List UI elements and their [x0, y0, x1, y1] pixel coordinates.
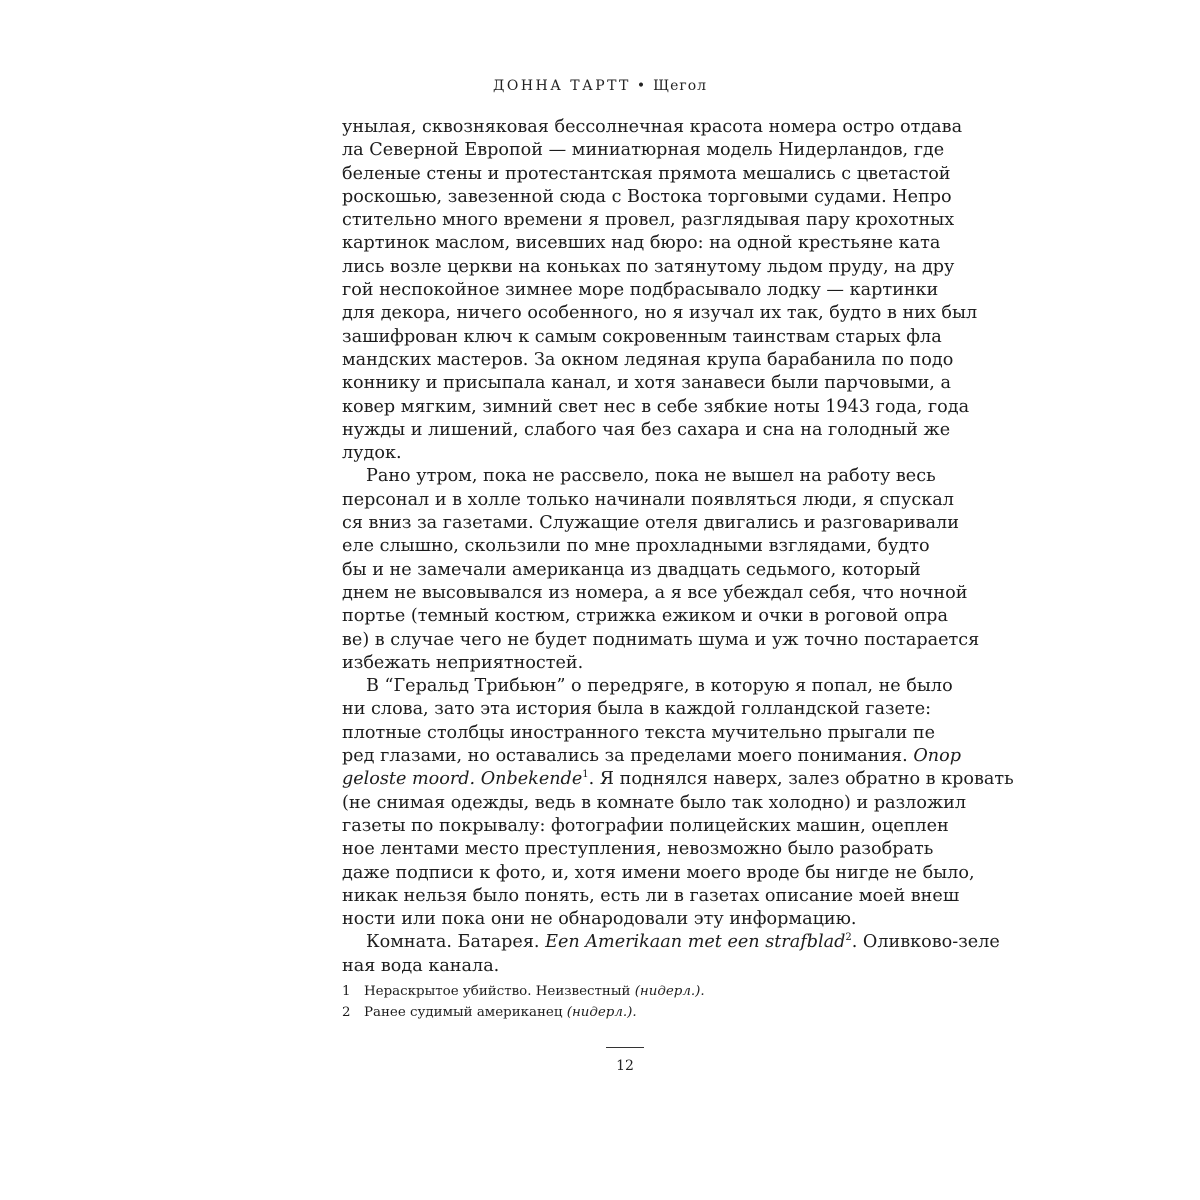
footnote [342, 1003, 906, 1024]
text-segment: Комната. Батарея. [366, 932, 546, 953]
text-line [342, 722, 935, 745]
header-bullet: • [636, 78, 648, 94]
text-line [342, 931, 1000, 954]
text-line [342, 698, 932, 721]
text-line [342, 186, 952, 209]
text-segment: ности или пока они не обнародовали эту информацию. [342, 909, 857, 930]
footnote-number: 2 [342, 1004, 351, 1020]
text-segment: гой неспокойное зимнее море подбрасывало лодку — картинки [342, 280, 939, 301]
footnote-text: Нераскрытое убийство. Неизвестный [364, 984, 635, 999]
text-line [342, 629, 980, 652]
text-line [342, 419, 951, 442]
text-segment: ковер мягким, зимний свет нес в себе зябкие ноты 1943 года, года [342, 396, 970, 417]
text-segment: Een Amerikaan met een strafblad [545, 932, 846, 953]
text-segment: geloste moord. Onbekende [342, 769, 583, 790]
text-line [342, 605, 948, 628]
text-segment: Onop [913, 746, 961, 767]
text-line [342, 209, 955, 232]
header-book-title: Щегол [653, 78, 708, 94]
text-line [342, 349, 954, 372]
text-segment: ся вниз за газетами. Служащие отеля двигались и разговаривали [342, 513, 959, 534]
text-segment: ве) в случае чего не будет поднимать шума и уж точно постарается [342, 629, 980, 650]
text-segment: избежать неприятностей. [342, 652, 584, 673]
text-segment: роскошью, завезенной сюда с Востока торговыми судами. Непро [342, 186, 952, 207]
text-line [342, 396, 970, 419]
text-line [342, 582, 968, 605]
text-segment: зашифрован ключ к самым сокровенным таинствам старых фла [342, 326, 942, 347]
text-line [342, 372, 951, 395]
text-line [342, 652, 906, 675]
body-text [342, 116, 1014, 978]
text-segment: плотные столбцы иностранного текста мучительно прыгали пе [342, 722, 935, 743]
text-segment: для декора, ничего особенного, но я изучал их так, будто в них был [342, 303, 978, 324]
text-line [342, 675, 953, 698]
text-segment: стительно много времени я провел, разглядывая пару крохотных [342, 210, 955, 231]
text-segment: мандских мастеров. За окном ледяная крупа барабанила по подо [342, 349, 954, 370]
text-segment: ное лентами место преступления, невозможно было разобрать [342, 839, 934, 860]
text-line [342, 908, 906, 931]
text-line [342, 535, 930, 558]
footnote-text: Ранее судимый американец [364, 1004, 567, 1020]
text-segment: портье (темный костюм, стрижка ежиком и очки в роговой опра [342, 606, 948, 627]
text-segment: еле слышно, скользили по мне прохладными взглядами, будто [342, 536, 930, 557]
text-line [342, 302, 978, 325]
text-line [342, 768, 1014, 791]
header-author: ДОННА ТАРТТ [492, 78, 631, 94]
text-line [342, 256, 955, 279]
text-segment: ла Северной Европой — миниатюрная модель Нидерландов, где [342, 140, 945, 161]
text-line [342, 862, 975, 885]
text-line [342, 815, 949, 838]
text-segment: (не снимая одежды, ведь в комнате было так холодно) и разложил [342, 792, 967, 813]
text-segment: лудок. [342, 443, 402, 464]
footnote-language-note: (нидерл.). [566, 1004, 637, 1020]
text-line [342, 745, 961, 768]
text-segment: ная вода канала. [342, 955, 500, 976]
text-segment: бы и не замечали американца из двадцать седьмого, который [342, 559, 921, 580]
text-segment: ни слова, зато эта история была в каждой голландской газете: [342, 699, 932, 720]
text-segment: персонал и в холле только начинали появляться люди, я спускал [342, 489, 954, 510]
text-segment: унылая, сквозняковая бессолнечная красота номера остро отдава [342, 117, 963, 137]
text-segment: никак нельзя было понять, есть ли в газетах описание моей внеш [342, 885, 960, 906]
footnote [342, 982, 906, 1003]
text-segment: Рано утром, пока не рассвело, пока не вышел на работу весь [366, 466, 936, 487]
text-segment: нужды и лишений, слабого чая без сахара и сна на голодный же [342, 419, 951, 440]
text-segment: В “Геральд Трибьюн” о передряге, в которую я попал, не было [366, 676, 953, 697]
text-line [342, 279, 939, 302]
text-segment: лись возле церкви на коньках по затянутому льдом пруду, на дру [342, 256, 955, 277]
footnotes [342, 982, 906, 1023]
footnote-language-note: (нидерл.). [634, 984, 705, 999]
text-line [342, 465, 936, 488]
text-line [342, 116, 963, 139]
text-segment: . Оливково-зеле [851, 932, 1000, 953]
text-line [342, 512, 959, 535]
text-segment: ред глазами, но оставались за пределами моего понимания. [342, 746, 914, 767]
text-line [342, 442, 906, 465]
text-line [342, 838, 934, 861]
text-line [342, 792, 967, 815]
text-segment: газеты по покрывалу: фотографии полицейских машин, оцеплен [342, 815, 949, 836]
running-header [0, 78, 1200, 94]
text-segment: даже подписи к фото, и, хотя имени моего вроде бы нигде не было, [342, 862, 975, 883]
text-line [342, 559, 921, 582]
text-segment: коннику и присыпала канал, и хотя занавеси были парчовыми, а [342, 373, 951, 394]
text-segment: беленые стены и протестантская прямота мешались с цветастой [342, 163, 951, 184]
text-line [342, 326, 942, 349]
text-line [342, 139, 945, 162]
text-segment: картинок маслом, висевших над бюро: на одной крестьяне ката [342, 233, 941, 254]
text-line [342, 489, 954, 512]
footnote-number: 1 [342, 984, 351, 999]
text-line [342, 885, 960, 908]
text-line [342, 955, 906, 978]
text-line [342, 163, 951, 186]
footnote-reference: 1 [582, 769, 589, 781]
page-number: 12 [616, 1058, 634, 1074]
text-segment: днем не высовывался из номера, а я все убеждал себя, что ночной [342, 582, 968, 603]
text-line [342, 232, 941, 255]
footnote-reference: 2 [845, 932, 852, 944]
text-segment: . Я поднялся наверх, залез обратно в кровать [588, 769, 1014, 790]
folio-rule [606, 1047, 644, 1048]
